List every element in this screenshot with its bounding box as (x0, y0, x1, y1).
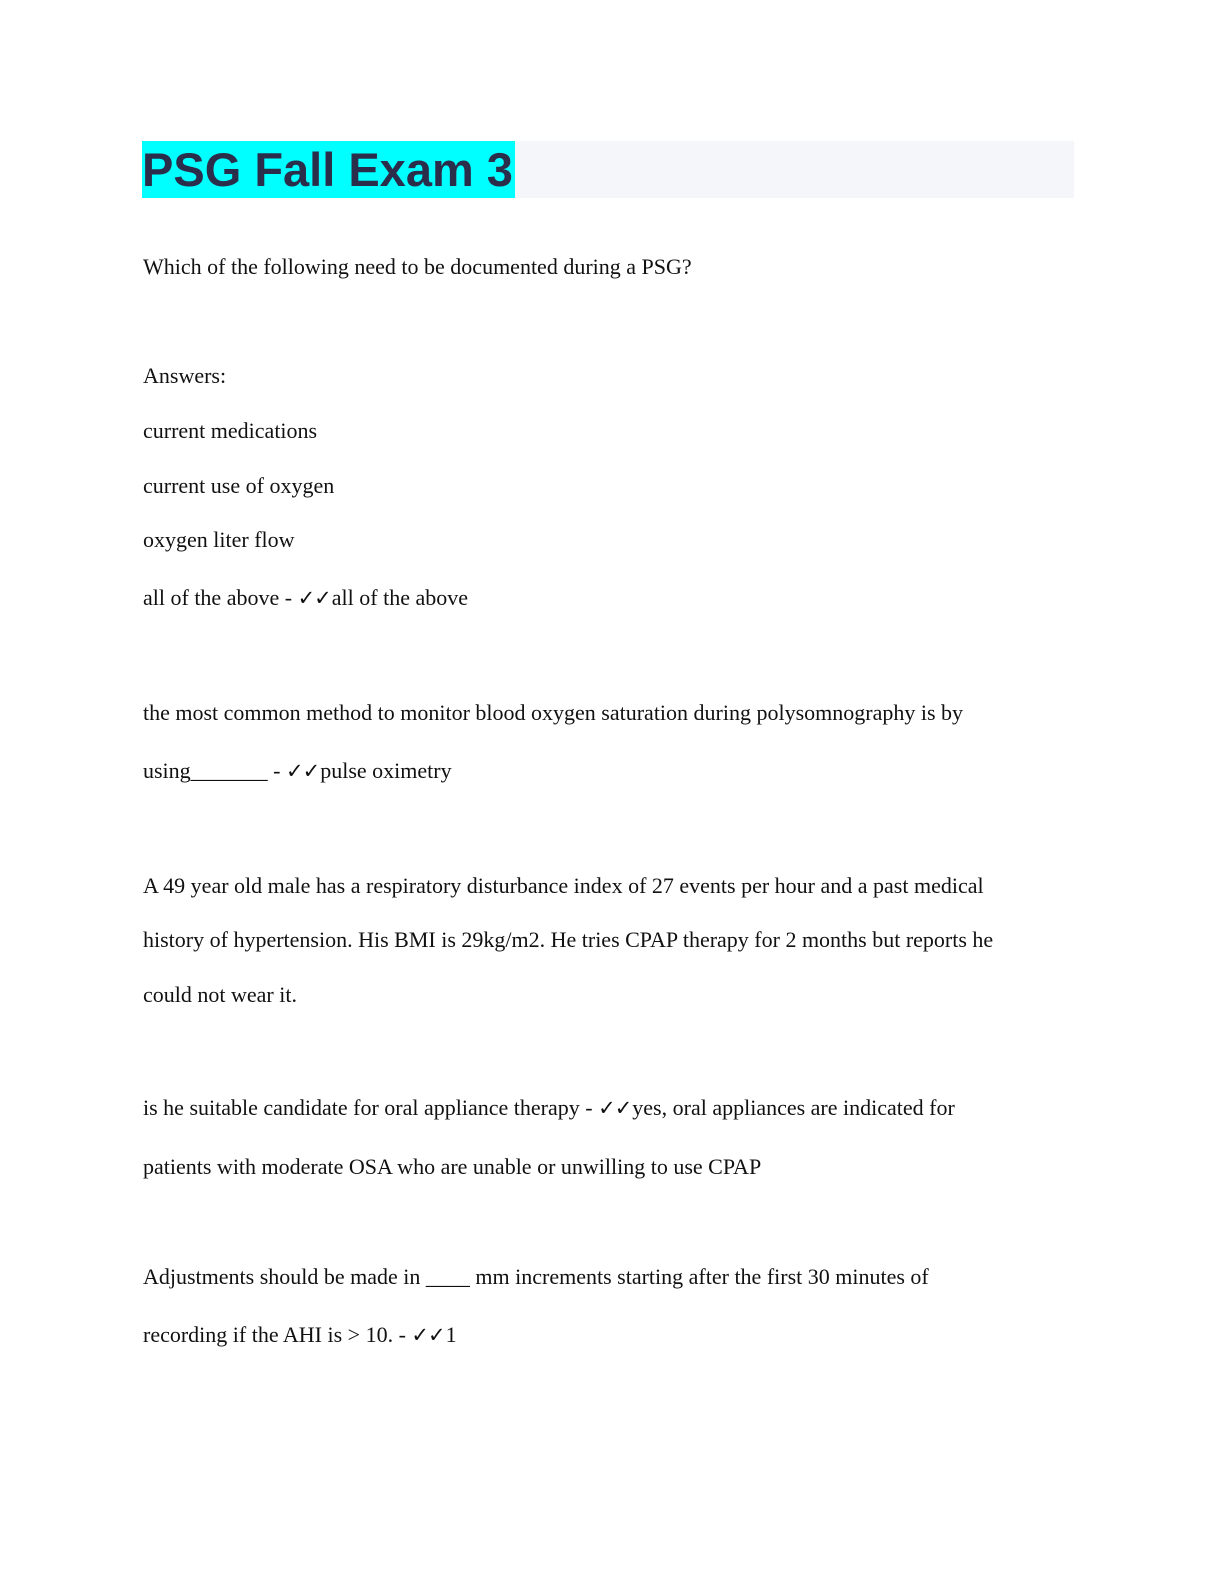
q2-answer: pulse oximetry (320, 758, 452, 783)
q1-question: Which of the following need to be documented during a PSG? (143, 254, 692, 279)
q1-option-4-text: all of the above - (143, 585, 298, 610)
q4-line-1-text: is he suitable candidate for oral appliance therapy - (143, 1095, 599, 1120)
q4-answer: yes, oral appliances are indicated for (632, 1095, 955, 1120)
check-mark-icon: ✓✓ (598, 1096, 632, 1120)
q1-option-2: current use of oxygen (143, 473, 335, 498)
q1-option-4 (143, 585, 468, 611)
q1-option-1: current medications (143, 418, 318, 443)
q5-line-1: Adjustments should be made in ____ mm increments starting after the first 30 minutes of (143, 1264, 929, 1289)
check-mark-icon: ✓✓ (297, 586, 331, 610)
page-title: PSG Fall Exam 3 (142, 143, 513, 196)
q3-line-2: history of hypertension. His BMI is 29kg/m2. He tries CPAP therapy for 2 months but reports he (143, 927, 994, 952)
check-mark-icon: ✓✓ (286, 759, 320, 783)
q5-line-2-text: recording if the AHI is > 10. - (143, 1322, 412, 1347)
q1-option-3: oxygen liter flow (143, 527, 295, 552)
q5-answer: 1 (445, 1322, 457, 1347)
q1-answer: all of the above (331, 585, 468, 610)
q3-line-1: A 49 year old male has a respiratory disturbance index of 27 events per hour and a past medical (143, 873, 984, 898)
q3-line-3: could not wear it. (143, 982, 297, 1007)
q4-line-2: patients with moderate OSA who are unable or unwilling to use CPAP (143, 1154, 762, 1179)
q4-line-1 (143, 1095, 955, 1121)
q2-line-2-text: using_______ - (143, 758, 286, 783)
q5-line-2 (143, 1322, 457, 1348)
q2-line-2 (143, 758, 452, 784)
check-mark-icon: ✓✓ (411, 1323, 445, 1347)
q2-line-1: the most common method to monitor blood oxygen saturation during polysomnography is by (143, 700, 964, 725)
q1-answers-label: Answers: (143, 363, 227, 388)
